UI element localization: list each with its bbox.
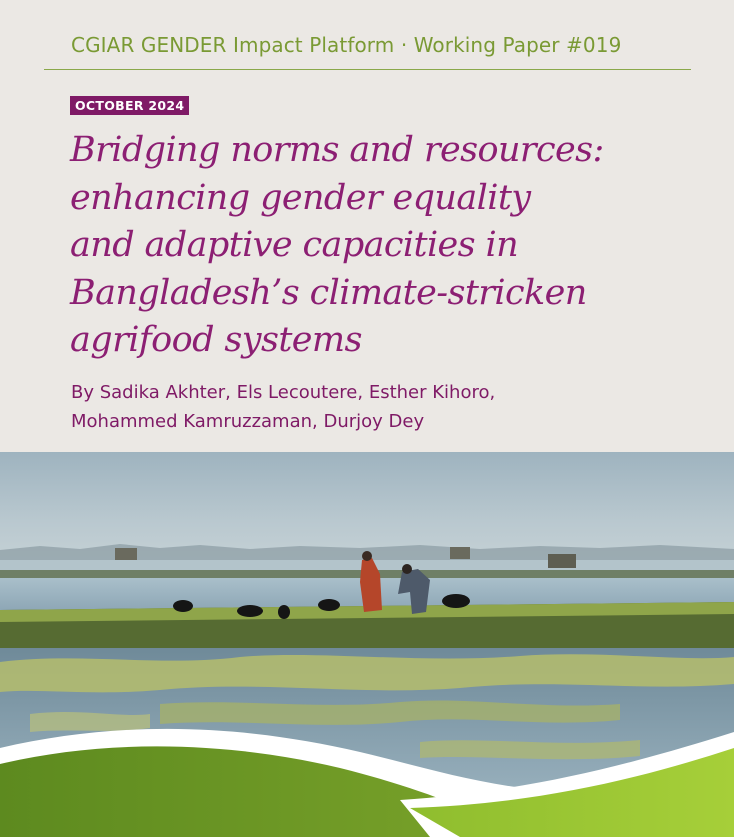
author-list <box>71 378 711 436</box>
title-line: and adaptive capacities in <box>70 225 519 265</box>
title-line: Bridging norms and resources: <box>70 130 604 170</box>
series-header: CGIAR GENDER Impact Platform · Working Paper #019 <box>71 33 622 57</box>
title-line: enhancing gender equality <box>70 177 531 218</box>
author-line: By Sadika Akhter, Els Lecoutere, Esther Kihoro, <box>71 382 496 403</box>
title-line: agrifood systems <box>70 320 362 360</box>
title-line: Bangladesh’s climate-stricken <box>70 272 587 313</box>
author-line: Mohammed Kamruzzaman, Durjoy Dey <box>71 411 425 432</box>
paper-title <box>70 127 720 365</box>
header-divider <box>44 69 691 70</box>
cover-photo <box>0 452 734 837</box>
date-badge: OCTOBER 2024 <box>70 96 189 115</box>
